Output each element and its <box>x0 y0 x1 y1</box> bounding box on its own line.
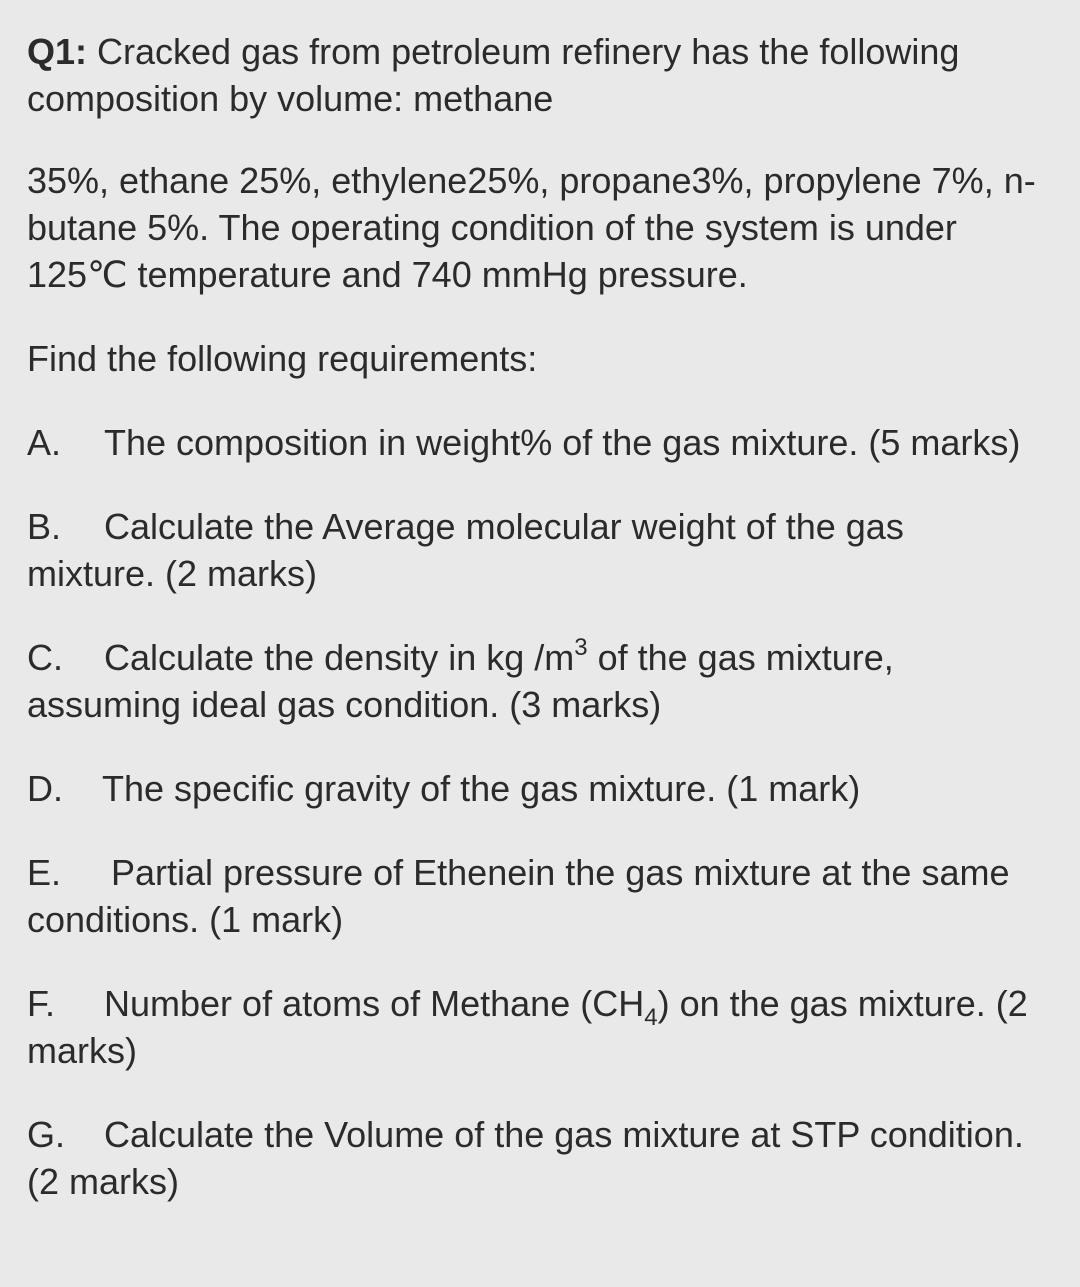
requirement-letter: F. <box>27 983 56 1024</box>
methane-subscript: 4 <box>644 1004 658 1032</box>
question-text-line1: Cracked gas from petroleum refinery has the following composition by volume: methane <box>27 31 960 119</box>
requirement-letter: G. <box>27 1114 66 1155</box>
requirement-text-continued: of the gas mixture, assuming ideal gas condition. (3 marks) <box>27 637 894 725</box>
requirement-text: The composition in weight% of the gas mixture. (5 marks) <box>104 422 1021 463</box>
requirement-d <box>27 765 1040 812</box>
requirement-letter: B. <box>27 506 62 547</box>
requirement-text: Calculate the Volume of the gas mixture at STP condition. (2 marks) <box>27 1114 1024 1202</box>
question-intro <box>27 28 1040 122</box>
find-heading: Find the following requirements: <box>27 338 538 379</box>
requirement-b <box>27 503 1040 597</box>
requirement-letter: C. <box>27 637 63 678</box>
requirement-text: Number of atoms of Methane (CH <box>104 983 645 1024</box>
requirement-text: Calculate the Average molecular weight of the gas mixture. (2 marks) <box>27 506 904 594</box>
requirement-letter: E. <box>27 852 62 893</box>
requirement-letter: A. <box>27 422 62 463</box>
question-label: Q1: <box>27 31 88 72</box>
requirement-c <box>27 634 1040 728</box>
requirement-text-continued: ) on the gas mixture. (2 marks) <box>27 983 1028 1071</box>
requirement-letter: D. <box>27 768 63 809</box>
cubic-superscript: 3 <box>574 634 588 661</box>
question-conditions: 35%, ethane 25%, ethylene25%, propane3%, propylene 7%, n-butane 5%. The operating condition of the system is under 125℃ temperature and 740 mmHg pressure. <box>27 160 1036 295</box>
requirement-f <box>27 980 1040 1074</box>
requirement-e <box>27 849 1040 943</box>
requirement-text: The specific gravity of the gas mixture. (1 mark) <box>102 768 861 809</box>
requirement-g <box>27 1111 1040 1205</box>
requirement-text: Calculate the density in kg /m <box>104 637 575 678</box>
requirement-a <box>27 419 1040 466</box>
requirement-text: Partial pressure of Ethenein the gas mixture at the same conditions. (1 mark) <box>27 852 1010 940</box>
